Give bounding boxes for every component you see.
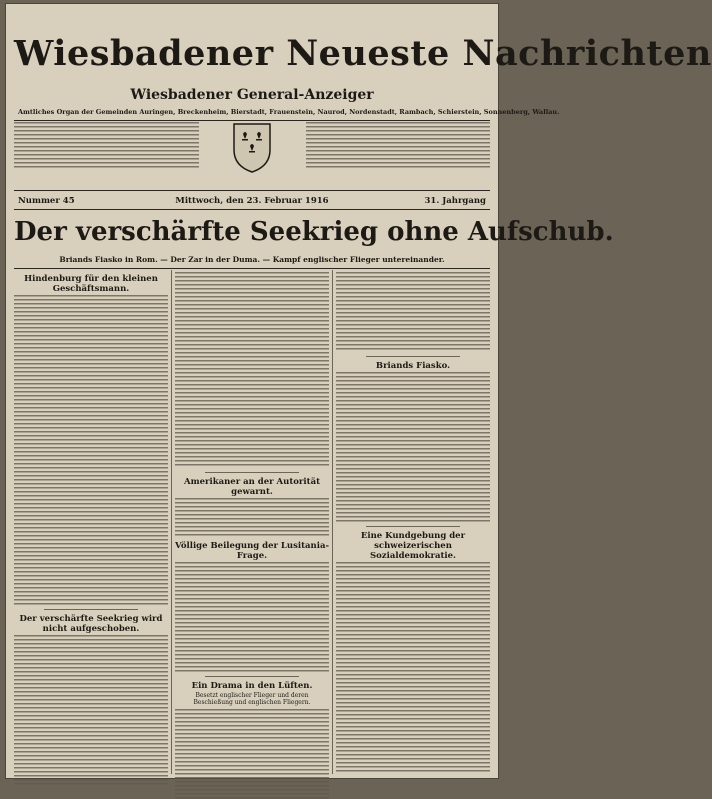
masthead-title: Wiesbadener Neueste Nachrichten — [14, 33, 712, 74]
article-body — [175, 498, 329, 538]
column-2 — [175, 272, 329, 772]
article-body — [175, 562, 329, 672]
article-body — [175, 272, 329, 468]
article-body — [175, 709, 329, 799]
article-divider — [205, 472, 299, 473]
article-divider — [205, 676, 299, 677]
issue-number: Nummer 45 — [18, 196, 75, 206]
article-body — [336, 372, 490, 522]
article-heading: Briands Fiasko. — [375, 361, 451, 371]
article-heading: Eine Kundgebung der schweizerischen Sozialdemokratie. — [360, 531, 466, 561]
masthead-subtitle: Wiesbadener General-Anzeiger — [130, 87, 374, 103]
article-divider — [44, 609, 138, 610]
strap-rule — [14, 268, 490, 269]
article-body — [14, 295, 168, 605]
headline-strap: Briands Fiasko in Rom. — Der Zar in der Duma. — Kampf englischer Flieger untereinander. — [59, 255, 445, 264]
newspaper-page — [6, 4, 712, 778]
issue-year: 31. Jahrgang — [424, 196, 486, 206]
article-divider — [366, 356, 460, 357]
dateline-rule — [14, 209, 490, 210]
main-headline: Der verschärfte Seekrieg ohne Aufschub. — [14, 217, 614, 247]
subscription-info-box — [14, 122, 199, 170]
article-body — [14, 635, 168, 785]
column-rule-2 — [332, 270, 333, 774]
article-heading: Hindenburg für den kleinen Geschäftsmann. — [24, 274, 158, 294]
advertising-info-box — [306, 122, 490, 170]
article-divider — [366, 526, 460, 527]
header-rule-bottom — [14, 190, 490, 191]
dateline — [14, 194, 490, 208]
fleur-de-lis-crest-icon — [228, 120, 276, 174]
article-heading: Amerikaner an der Autorität gewarnt. — [184, 477, 320, 497]
column-rule-1 — [171, 270, 172, 774]
article-heading: Ein Drama in den Lüften. — [191, 681, 313, 691]
issue-date: Mittwoch, den 23. Februar 1916 — [175, 196, 329, 206]
article-body — [336, 272, 490, 352]
article-heading: Völlige Beilegung der Lusitania-Frage. — [175, 541, 329, 561]
masthead-tagline: Amtliches Organ der Gemeinden Auringen, Breckenheim, Bierstadt, Frauenstein, Naurod, Nordenstadt, Rambach, Schierstein, Sonnenberg, Wallau. — [18, 108, 560, 116]
article-subheading: Besetzt englischer Flieger und deren Beschießung und englischen Fliegern. — [193, 692, 311, 706]
column-3 — [336, 272, 490, 772]
article-body — [336, 562, 490, 772]
article-heading: Der verschärfte Seekrieg wird nicht aufgeschoben. — [19, 614, 163, 634]
column-1 — [14, 272, 168, 772]
